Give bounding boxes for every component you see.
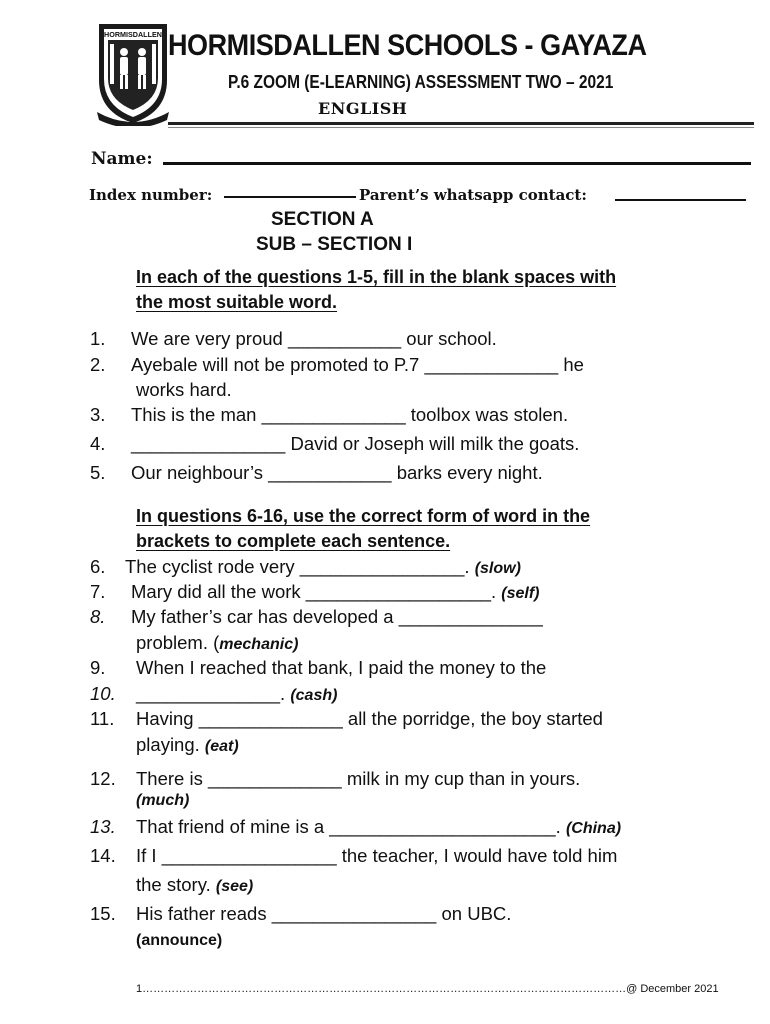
question-number: 15. xyxy=(90,903,116,924)
question-text: We are very proud ___________ our school. xyxy=(131,328,497,349)
question-text: Ayebale will not be promoted to P.7 _____________ he xyxy=(131,354,584,375)
question-number: 8. xyxy=(90,606,106,627)
subsection-title: SUB – SECTION I xyxy=(256,234,413,255)
question-number: 5. xyxy=(90,462,106,483)
page-footer: 1……………………………………………………………………………………………………………………@ December 2021 xyxy=(136,983,719,995)
header-rule-thin xyxy=(168,127,754,128)
question-hint: (cash) xyxy=(290,687,338,704)
question-number: 9. xyxy=(90,657,106,678)
question-number: 2. xyxy=(90,354,106,375)
question-number: 12. xyxy=(90,768,116,789)
question-text: When I reached that bank, I paid the money to the xyxy=(136,657,547,678)
parent-contact-field[interactable] xyxy=(615,199,746,201)
index-number-field[interactable] xyxy=(224,196,356,198)
question-text-continued: the story. xyxy=(136,874,211,895)
question-text: His father reads ________________ on UBC. xyxy=(136,903,512,924)
question-text: Having ______________ all the porridge, the boy started xyxy=(136,708,603,729)
question-line xyxy=(125,556,521,578)
crest-title-text: HORMISDALLEN xyxy=(104,30,162,39)
index-number-label: Index number: xyxy=(89,186,213,204)
assessment-title: P.6 ZOOM (E-LEARNING) ASSESSMENT TWO – 2021 xyxy=(228,72,614,92)
question-line-continued xyxy=(136,874,253,896)
question-hint: (see) xyxy=(215,878,254,895)
question-number: 11. xyxy=(90,708,115,729)
question-line xyxy=(131,581,540,603)
subject-title: ENGLISH xyxy=(318,99,408,118)
question-text: My father’s car has developed a ______________ xyxy=(131,606,543,627)
question-hint: mechanic) xyxy=(219,636,299,653)
question-number: 13. xyxy=(90,816,116,837)
question-hint: (eat) xyxy=(204,738,239,755)
question-text: There is _____________ milk in my cup than in yours. xyxy=(136,768,581,789)
instruction-part2-line2: brackets to complete each sentence. xyxy=(136,531,451,551)
question-text: That friend of mine is a ______________________. xyxy=(136,816,561,837)
instruction-part2-line1: In questions 6-16, use the correct form of word in the xyxy=(136,506,591,526)
question-hint: (China) xyxy=(565,820,622,837)
name-label: Name: xyxy=(91,149,153,169)
instruction-part1-line1: In each of the questions 1-5, fill in the blank spaces with xyxy=(136,267,617,287)
parent-contact-label: Parent’s whatsapp contact: xyxy=(359,186,587,204)
question-text: If I _________________ the teacher, I would have told him xyxy=(136,845,618,866)
question-number: 4. xyxy=(90,433,106,454)
question-hint: (much) xyxy=(136,792,190,809)
question-number: 3. xyxy=(90,404,106,425)
school-crest-logo xyxy=(93,20,173,126)
question-number: 10. xyxy=(90,683,116,704)
question-text: This is the man ______________ toolbox was stolen. xyxy=(131,404,569,425)
name-field[interactable] xyxy=(163,162,751,165)
question-hint: (announce) xyxy=(136,932,223,949)
question-line-continued xyxy=(136,632,298,654)
school-name: HORMISDALLEN SCHOOLS - GAYAZA xyxy=(168,29,647,62)
question-line xyxy=(136,683,337,705)
question-text: Our neighbour’s ____________ barks every night. xyxy=(131,462,543,483)
section-title: SECTION A xyxy=(271,209,374,230)
question-number: 14. xyxy=(90,845,116,866)
question-number: 7. xyxy=(90,581,106,602)
question-hint: (slow) xyxy=(474,560,521,577)
question-text: ______________. xyxy=(136,683,286,704)
question-number: 6. xyxy=(90,556,106,577)
question-line xyxy=(136,816,621,838)
question-text: _______________ David or Joseph will milk the goats. xyxy=(131,433,580,454)
instruction-part1-line2: the most suitable word. xyxy=(136,292,338,312)
question-text: Mary did all the work __________________. xyxy=(131,581,497,602)
question-line-continued xyxy=(136,734,239,756)
question-number: 1. xyxy=(90,328,106,349)
question-text-continued: playing. xyxy=(136,734,200,755)
question-text-continued: works hard. xyxy=(136,379,232,400)
question-text-continued: problem. ( xyxy=(136,632,220,653)
question-text: The cyclist rode very ________________. xyxy=(125,556,470,577)
header-rule-thick xyxy=(168,122,754,125)
question-hint: (self) xyxy=(501,585,540,602)
